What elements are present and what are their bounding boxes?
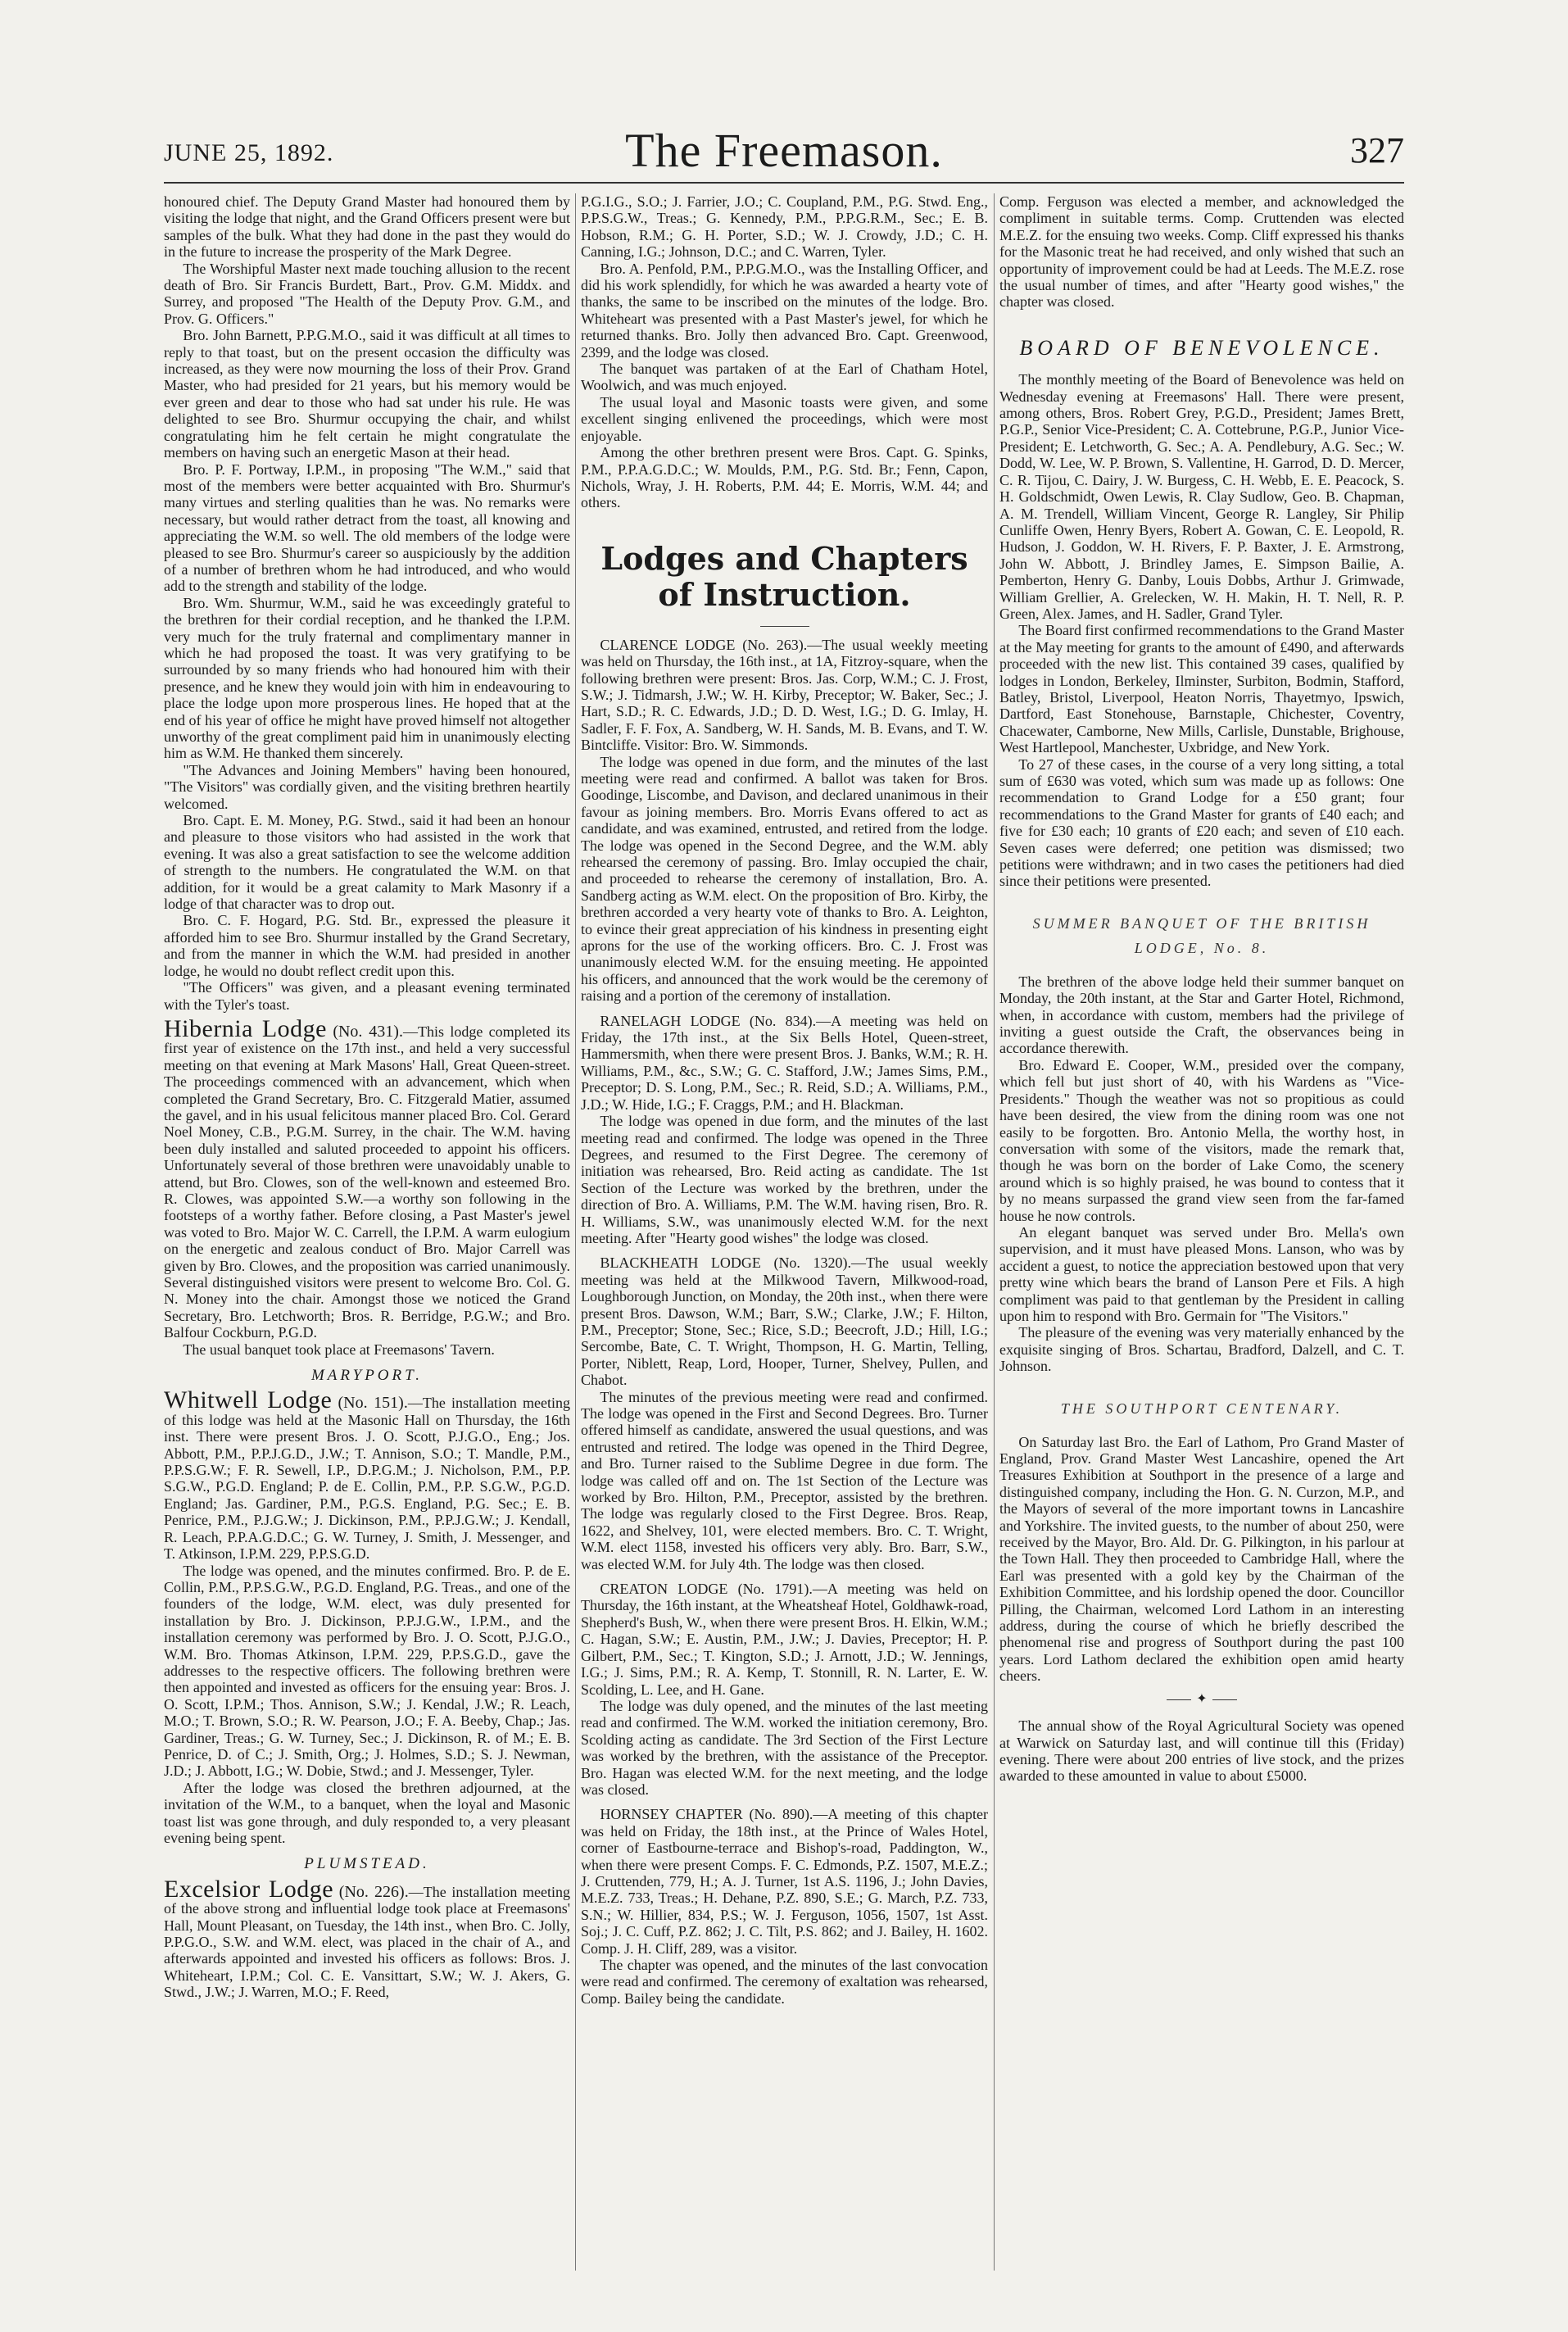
paragraph: Bro. P. F. Portway, I.P.M., in proposing "The W.M.," said that most of the members were better acquainted with Bro. Shurmur's many virtues and sterling qualities than he was. No remarks were necessary, but would rather detract from the toast, all knowing and appreciating the W.M. so well. The old members of the lodge were pleased to see Bro. Shurmur's career so auspiciously by the addition of a number of brethren whom he had introduced, and who would add to the strength and stability of the lodge. [164,461,570,595]
paragraph: The annual show of the Royal Agricultural Society was opened at Warwick on Saturday last, and will continue till this (Friday) evening. There were about 200 entries of live stock, and the prizes awarded to these amounted in value to about £5000. [999,1717,1404,1785]
paragraph: "The Advances and Joining Members" having been honoured, "The Visitors" was cordially given, and the visiting brethren heartily welcomed. [164,761,570,812]
column-divider [575,193,576,2271]
page-number: 327 [1350,130,1404,170]
lodge-name: Whitwell Lodge [164,1386,333,1414]
paragraph: Among the other brethren present were Bros. Capt. G. Spinks, P.M., P.P.A.G.D.C.; W. Moulds, P.M., P.G. Std. Br.; Fenn, Capon, Nichols, Wray, J. H. Roberts, P.M. 44; E. Morris, W.M. 44; and others. [581,444,988,511]
ornament-divider: ✦ [999,1691,1404,1708]
report-text: —This lodge completed its first year of existence on the 17th inst., and held a very successful meeting on that evening at Mark Masons' Hall, Great Queen-street. The proceedings commenced with an advancement, which when completed the Grand Secretary, Bro. C. Fitzgerald Matier, assumed the gavel, and in his usual felicitous manner placed Bro. Col. Gerard Noel Money, C.B., P.G.M. Surrey, in the chair. The W.M. having been duly installed and saluted proceeded to appoint his officers. Unfortunately several of those brethren were unavoidably unable to attend, but Bro. Clowes, son of the well-known and esteemed Bro. R. Clowes, was appointed S.W.—a worthy son following in the footsteps of a worthy father. Before closing, a Past Master's jewel was voted to Bro. Major W. C. Carrell, the I.P.M. A warm eulogium on the energetic and zealous conduct of Bro. Major Carrell was given by Bro. Clowes, and the proposition was carried unanimously. Several distinguished visitors were present to welcome Bro. Col. G. N. Money into the chair. Amongst those we noticed the Grand Secretary, Bro. Letchworth; Bros. R. Berridge, P.G.W.; and Bro. Balfour Cockburn, P.G.D. [164,1023,570,1341]
report-text: —The installation meeting of this lodge was held at the Masonic Hall on Thursday, the 16th inst. There were present Bros. J. O. Scott, P.J.G.O., Eng.; Jos. Abbott, P.M., P.P.J.G.D., J.W.; T. Annison, S.O.; T. Mandle, P.M., P.P.S.G.W.; F. R. Sewell, I.P., D.P.G.M.; J. Nicholson, P.M., P.P. S.G.W., P.G.D. England; P. de E. Collin, P.M., P.P. S.G.W., P.G.D. England; Jas. Gardiner, P.M., P.G.S. England, P.G. Sec.; E. B. Penrice, P.M., P.J.G.W.; J. Dickinson, P.M., P.P.J.G.W.; J. Kendall, R. Leach, P.P.A.G.D.C.; G. W. Turney, J. Smith, J. Messenger, and T. Atkinson, I.P.M. 229, P.P.S.G.D. [164,1395,570,1563]
paragraph: The lodge was duly opened, and the minutes of the last meeting read and confirmed. The W.M. worked the initiation ceremony, Bro. Scolding acting as candidate. The 3rd Section of the First Lecture was worked by the brethren, with the assistance of the Preceptor. Bro. Hagan was elected W.M. for the next meeting, and the lodge was closed. [581,1697,988,1798]
paragraph: The pleasure of the evening was very materially enhanced by the exquisite singing of Bros. Schartau, Bradford, Dalzell, and C. T. Johnson. [999,1324,1404,1375]
paragraph: After the lodge was closed the brethren adjourned, at the invitation of the W.M., to a banquet, when the loyal and Masonic toast list was gone through, and duly responded to, a very pleasant evening being spent. [164,1779,570,1846]
paragraph: Bro. John Barnett, P.P.G.M.O., said it was difficult at all times to reply to that toast, but on the present occasion the difficulty was increased, as they were now mourning the loss of their Prov. Grand Master, who had presided for 21 years, but his memory would be ever green and dear to those who had sat under his rule. He was delighted to see Bro. Shurmur occupying the chair, and whilst congratulating him he felt certain he might congratulate the members on having such an energetic Mason at their head. [164,327,570,461]
paragraph: honoured chief. The Deputy Grand Master had honoured them by visiting the lodge that night, and the Grand Officers present were but samples of the bulk. What they had done in the past they would do in the future to increase the prosperity of the Mark Degree. [164,193,570,261]
lodge-number: (No. 151). [338,1394,408,1413]
paragraph: Bro. Edward E. Cooper, W.M., presided over the company, which fell but just short of 40, with his Wardens as "Vice-Presidents." Though the weather was not so propitious as could have been desired, the view from the dining room was one not easily to be forgotten. Bro. Antonio Mella, the worthy host, in conversation with some of the visitors, made the remark that, though he was born on the border of Lake Como, the scenery around which is so highly praised, he was bound to contess that it by no means surpassed the grand view seen from the far-famed house he now controls. [999,1056,1404,1224]
column-divider [994,193,995,2271]
column-2 [581,193,988,2271]
paragraph: The lodge was opened in due form, and the minutes of the last meeting were read and confirmed. A ballot was taken for Bros. Goodinge, Liscombe, and Davison, and declared unanimous in their favour as joining members. Bro. Morris Evans offered to act as candidate, and was examined, entrusted, and retired from the lodge. The lodge was opened in the Second Degree, and the W.M. ably rehearsed the ceremony of passing. Bro. Imlay occupied the chair, and proceeded to rehearse the ceremony of installation, Bro. A. Sandberg acting as W.M. elect. On the proposition of Bro. Kirby, the brethren accorded a very hearty vote of thanks to Bro. A. Leighton, to evince their great appreciation of his kindness in presenting eight aprons for the use of the working officers. Bro. C. J. Frost was unanimously elected W.M. for the ensuing meeting. He appointed his officers, and announced that the work would be the ceremony of raising and a portion of the ceremony of installation. [581,753,988,1005]
lodge-name: Excelsior Lodge [164,1875,334,1903]
paragraph: The monthly meeting of the Board of Benevolence was held on Wednesday evening at Freemasons' Hall. There were present, among others, Bros. Robert Grey, P.G.D., President; James Brett, P.G.P., Senior Vice-President; C. A. Cottebrune, P.G.P., Junior Vice-President; E. Letchworth, G. Sec.; A. A. Pendlebury, A.G. Sec.; W. Dodd, W. Lee, W. P. Brown, S. Vallentine, H. Garrod, D. D. Mercer, C. R. Tijou, C. Dairy, J. W. Burgess, C. H. Webb, E. E. Peacock, S. H. Goldschmidt, Owen Lewis, R. Clay Sudlow, Geo. B. Chapman, A. M. Trendell, William Vincent, George R. Langley, Sir Philip Cunliffe Owen, Henry Byers, Robert A. Gowan, C. E. Leopold, R. Hudson, J. Goddon, W. H. Rivers, F. P. Baxter, J. E. Armstrong, John W. Abbott, J. Brindley James, E. Simpson Bailie, A. Pemberton, Henry G. Danby, Louis Dobbs, Arthur J. Grimwade, William Grellier, A. Grelecken, W. H. Makin, H. T. Nell, R. P. Green, Alex. James, and H. Sadler, Grand Tyler. [999,371,1404,622]
paragraph: The Worshipful Master next made touching allusion to the recent death of Bro. Sir Francis Burdett, Bart., Prov. G.M. Middx. and Surrey, and proposed "The Health of the Deputy Prov. G.M., and Prov. G. Officers." [164,260,570,327]
short-rule [760,626,809,627]
place-heading: MARYPORT. [310,1367,424,1385]
paragraph: The usual loyal and Masonic toasts were given, and some excellent singing enlivened the proceedings, which were most enjoyable. [581,393,988,444]
paragraph: The Board first confirmed recommendations to the Grand Master at the May meeting for grants to the amount of £490, and afterwards proceeded with the new list. This contained 39 cases, qualified by lodges in London, Berkeley, Ilminster, Surbiton, Bodmin, Stafford, Batley, Bristol, Liverpool, Heaton Norris, Thayetmyo, Ipswich, Dartford, East Stonehouse, Barnstaple, Chichester, Coventry, Chacewater, Camborne, New Mills, Carlisle, Dunstable, Brighouse, West Hartlepool, Manchester, Uxbridge, and New York. [999,622,1404,756]
report-ranelagh-lodge: RANELAGH LODGE (No. 834).—A meeting was held on Friday, the 17th inst., at the Six Bells Hotel, Queen-street, Hammersmith, when there were present Bros. J. Banks, W.M.; R. H. Williams, P.M., &c., S.W.; G. C. Stafford, J.W.; James Sims, P.M., Preceptor; D. S. Long, P.M., Sec.; R. Reid, S.D.; A. Williams, P.M., J.D.; W. Hide, I.G.; F. Craggs, P.M.; and H. Blackman. [581,1012,988,1113]
paragraph: Bro. Wm. Shurmur, W.M., said he was exceedingly grateful to the brethren for their cordial reception, and he thanked the I.P.M. very much for the truly fraternal and complimentary manner in which he had proposed the toast. It was very gratifying to be surrounded by so many friends who had honoured him with their presence, and he knew they would join with him in endeavouring to place the lodge upon more prosperous lines. He hoped that at the end of his year of office he might have proved himself not altogether unworthy of the great compliment paid him in unanimously electing him as W.M. He thanked them sincerely. [164,594,570,762]
paragraph: The lodge was opened, and the minutes confirmed. Bro. P. de E. Collin, P.M., P.P.S.G.W., P.G.D. England, P.G. Treas., and one of the founders of the lodge, W.M. elect, was duly presented for installation by Bro. J. Dickinson, P.P.J.G.W., I.P.M., and the installation ceremony was performed by Bro. J. O. Scott, P.J.G.O., W.M. Bro. Thomas Atkinson, I.P.M. 229, P.P.S.G.D., gave the addresses to the respective officers. The following brethren were then appointed and invested as officers for the ensuing year: Bros. J. O. Scott, I.P.M.; Thos. Annison, S.W.; J. Kendal, J.W.; R. Leach, M.O.; T. Brown, S.O.; R. W. Pearson, J.O.; F. A. Beeby, Chap.; Jas. Gardiner, Treas.; G. W. Turney, Sec.; J. Dickinson, R. of M.; E. B. Penrice, D. of C.; J. Smith, Org.; J. Holmes, S.D.; S. J. Newman, J.D.; J. Abbott, I.G.; W. Dobie, Stwd.; and J. Messenger, Tyler. [164,1562,570,1780]
newspaper-title: The Freemason. [625,124,943,177]
lodge-number: (No. 226). [338,1882,409,1901]
paragraph: The minutes of the previous meeting were read and confirmed. The lodge was opened in the First and Second Degrees. Bro. Turner offered himself as candidate, answered the usual questions, and was entrusted and retired. The lodge was opened in the Third Degree, and Bro. Turner raised to the Sublime Degree in due form. The lodge was called off and on. The 1st Section of the Lecture was worked by Bro. Hilton, P.M., Preceptor, assisted by the brethren. The lodge was regularly closed to the First Degree. Bros. Reap, 1622, and Shelvey, 101, were elected members. Bro. C. T. Wright, W.M. elect 1158, invested his officers very ably. Bro. Barr, S.W., was elected W.M. for July 4th. The lodge was then closed. [581,1388,988,1572]
paragraph: Bro. A. Penfold, P.M., P.P.G.M.O., was the Installing Officer, and did his work splendidly, for which he was awarded a hearty vote of thanks, the same to be inscribed on the minutes of the lodge. Bro. Whiteheart was presented with a Past Master's jewel, for which he returned thanks. Bro. Jolly then advanced Bro. Capt. Greenwood, 2399, and the lodge was closed. [581,260,988,361]
paragraph: Comp. Ferguson was elected a member, and acknowledged the compliment in suitable terms. Comp. Cruttenden was elected M.E.Z. for the ensuing two weeks. Comp. Cliff expressed his thanks for the Masonic treat he had received, and only wished that such an opportunity of improvement could be had at Leeds. The M.E.Z. rose the usual number of times, and after "Hearty good wishes," the chapter was closed. [999,193,1404,311]
paragraph: The lodge was opened in due form, and the minutes of the last meeting read and confirmed. The lodge was opened in the Three Degrees, and resumed to the First Degree. The ceremony of initiation was rehearsed, Bro. Reid acting as candidate. The 1st Section of the Lecture was worked by the brethren, under the direction of Bro. A. Williams, P.M. The W.M. having risen, Bro. R. H. Williams, S.W., was unanimously elected W.M. for the next meeting. After "Hearty good wishes" the lodge was closed. [581,1113,988,1246]
paragraph: On Saturday last Bro. the Earl of Lathom, Pro Grand Master of England, Prov. Grand Master West Lancashire, opened the Art Treasures Exhibition at Southport in the presence of a large and distinguished company, including the Hon. G. N. Curzon, M.P., and the Mayors of several of the more important towns in Lancashire and Yorkshire. The invited guests, to the number of about 250, were received by the Mayor, Bro. Ald. Dr. G. Pilkington, in his parlour at the Town Hall. They then proceeded to Cambridge Hall, where the Earl was presented with a gold key by the Chairman of the Exhibition Committee, and his lordship opened the door. Councillor Pilling, the Chairman, welcomed Lord Lathom in an interesting address, during the course of which he briefly described the phenomenal rise and progress of Southport during the past 100 years. Lord Lathom declared the exhibition open amid hearty cheers. [999,1433,1404,1685]
place-heading: PLUMSTEAD. [304,1855,430,1873]
paragraph: To 27 of these cases, in the course of a very long sitting, a total sum of £630 was voted, which sum was made up as follows: One recommendation to Grand Lodge for a £50 grant; four recommendations to the Grand Master for grants of £40 each; and five for £30 each; 10 grants of £20 each; and seven of £10 each. Seven cases were deferred; one petition was dismissed; two petitions were withdrawn; and in two cases the petitioners had died since their petitions were presented. [999,755,1404,890]
paragraph: The usual banquet took place at Freemasons' Tavern. [183,1341,495,1358]
section-heading-board-of-benevolence: BOARD OF BENEVOLENCE. [1019,335,1384,360]
masthead [164,123,1404,180]
paragraph: "The Officers" was given, and a pleasant evening terminated with the Tyler's toast. [164,979,570,1013]
report-creaton-lodge: CREATON LODGE (No. 1791).—A meeting was held on Thursday, the 16th instant, at the Wheatsheaf Hotel, Goldhawk-road, Shepherd's Bush, W., when there were present Bros. H. Elkin, W.M.; C. Hagan, S.W.; E. Austin, P.M., J.W.; J. Davies, Preceptor; H. P. Gilbert, P.M., Sec.; T. Kington, S.D.; J. Arnott, J.D.; W. Jennings, I.G.; J. Sims, P.M.; R. A. Kemp, T. Stonnill, R. N. Larter, E. W. Scolding, L. Lee, and H. Gane. [581,1581,988,1698]
paragraph: Bro. Capt. E. M. Money, P.G. Stwd., said it had been an honour and pleasure to those visitors who had assisted in the work that evening. It was also a great satisfaction to see the welcome addition of strength to the numbers. He congratulated the W.M. on that addition, for it would be a great calamity to Mark Masonry if a lodge of that character was to drop out. [164,812,570,913]
paragraph: The chapter was opened, and the minutes of the last convocation were read and confirmed. The ceremony of exaltation was rehearsed, Comp. Bailey being the candidate. [581,1957,988,2007]
lodge-report-excelsior [164,1875,570,2001]
section-heading-lodges-of-instruction: Lodges and Chapters of Instruction. [600,539,968,613]
report-hornsey-chapter: HORNSEY CHAPTER (No. 890).—A meeting of this chapter was held on Friday, the 18th inst., at the Prince of Wales Hotel, corner of Eastbourne-terrace and Bishop's-road, Paddington, W., when there were present Comps. F. C. Edmonds, P.Z. 1507, M.E.Z.; J. Cruttenden, 779, H.; A. J. Turner, 1st A.S. 1196, J.; John Davies, M.E.Z. 733, Treas.; H. Dehane, P.Z. 890, S.E.; G. March, P.Z. 733, S.N.; W. Hillier, 834, P.S.; W. J. Ferguson, 1056, 1507, 1st Asst. Soj.; J. C. Cuff, P.Z. 862; J. C. Tilt, P.S. 862; and J. Bailey, H. 1602. Comp. J. H. Cliff, 289, was a visitor. [581,1806,988,1957]
issue-date: JUNE 25, 1892. [164,139,334,166]
report-blackheath-lodge: BLACKHEATH LODGE (No. 1320).—The usual weekly meeting was held at the Milkwood Tavern, Milkwood-road, Loughborough Junction, on Monday, the 20th inst., when there were present Bros. Dawson, W.M.; Barr, S.W.; Clarke, J.W.; F. Hilton, P.M., Preceptor; Stone, Sec.; Rice, S.D.; Beecroft, J.D.; Hill, I.G.; Sercombe, Bate, C. T. Wright, Thompson, H. G. Martin, Telling, Porter, Niblett, Reap, Lord, Hooper, Turner, Shelvey, Pullen, and Chabot. [581,1254,988,1389]
paragraph: P.G.I.G., S.O.; J. Farrier, J.O.; C. Coupland, P.M., P.G. Stwd. Eng., P.P.S.G.W., Treas.; G. Kennedy, P.M., P.P.G.R.M., Sec.; E. B. Hobson, R.M.; G. H. Porter, S.D.; W. J. Crowdy, J.D.; C. H. Canning, I.G.; Johnson, D.C.; and C. Warren, Tyler. [581,193,988,261]
lodge-number: (No. 431). [333,1022,403,1041]
report-text: —The installation meeting of the above strong and influential lodge took place at Freemasons' Hall, Mount Pleasant, on Tuesday, the 14th inst., when Bro. C. Jolly, P.P.G.O., S.W. and W.M. elect, was placed in the chair of A., and afterwards appointed and invested his officers as follows: Bros. J. Whiteheart, I.P.M.; Col. C. E. Vansittart, S.W.; W. J. Akers, G. Stwd., J.W.; J. Warren, M.O.; F. Reed, [164,1883,570,2001]
lodge-report-hibernia [164,1014,570,1341]
paragraph: The brethren of the above lodge held their summer banquet on Monday, the 20th instant, at the Star and Garter Hotel, Richmond, when, in accordance with custom, members had the privilege of inviting a guest outside the Craft, the observances being in accordance therewith. [999,973,1404,1057]
masthead-rule [164,182,1404,184]
paragraph: An elegant banquet was served under Bro. Mella's own supervision, and it must have pleased Mons. Lanson, who was by accident a guest, to notice the appreciation bestowed upon that very pretty wine which bears the brand of Lanson Pere et Fils. A high compliment was paid to that gentleman by the President in calling upon him to respond with Bro. Germain for "The Visitors." [999,1223,1404,1324]
report-clarence-lodge: CLARENCE LODGE (No. 263).—The usual weekly meeting was held on Thursday, the 16th inst., at 1A, Fitzroy-square, when the following brethren were present: Bros. Jas. Corp, W.M.; C. J. Frost, S.W.; J. Tidmarsh, J.W.; W. H. Kirby, Preceptor; W. Baker, Sec.; J. Hart, S.D.; R. C. Edwards, J.D.; D. D. West, I.G.; D. G. Imlay, H. Sadler, F. F. Fox, A. Sandberg, W. H. Sands, M. B. Evans, and T. W. Bintcliffe. Visitor: Bro. W. Simmonds. [581,636,988,754]
section-heading-southport-centenary: THE SOUTHPORT CENTENARY. [1060,1400,1344,1417]
paragraph: The banquet was partaken of at the Earl of Chatham Hotel, Woolwich, and was much enjoyed. [581,361,988,394]
column-1 [164,193,570,2271]
lodge-report-whitwell [164,1386,570,1563]
section-heading-summer-banquet: SUMMER BANQUET OF THE BRITISH LODGE, No. 8. [1032,914,1371,956]
lodge-name: Hibernia Lodge [164,1014,327,1042]
column-3 [999,193,1404,2271]
paragraph: Bro. C. F. Hogard, P.G. Std. Br., expressed the pleasure it afforded him to see Bro. Shurmur installed by the Grand Secretary, and from the manner in which the W.M. had presided in another lodge, he would no doubt reflect credit upon this. [164,912,570,979]
